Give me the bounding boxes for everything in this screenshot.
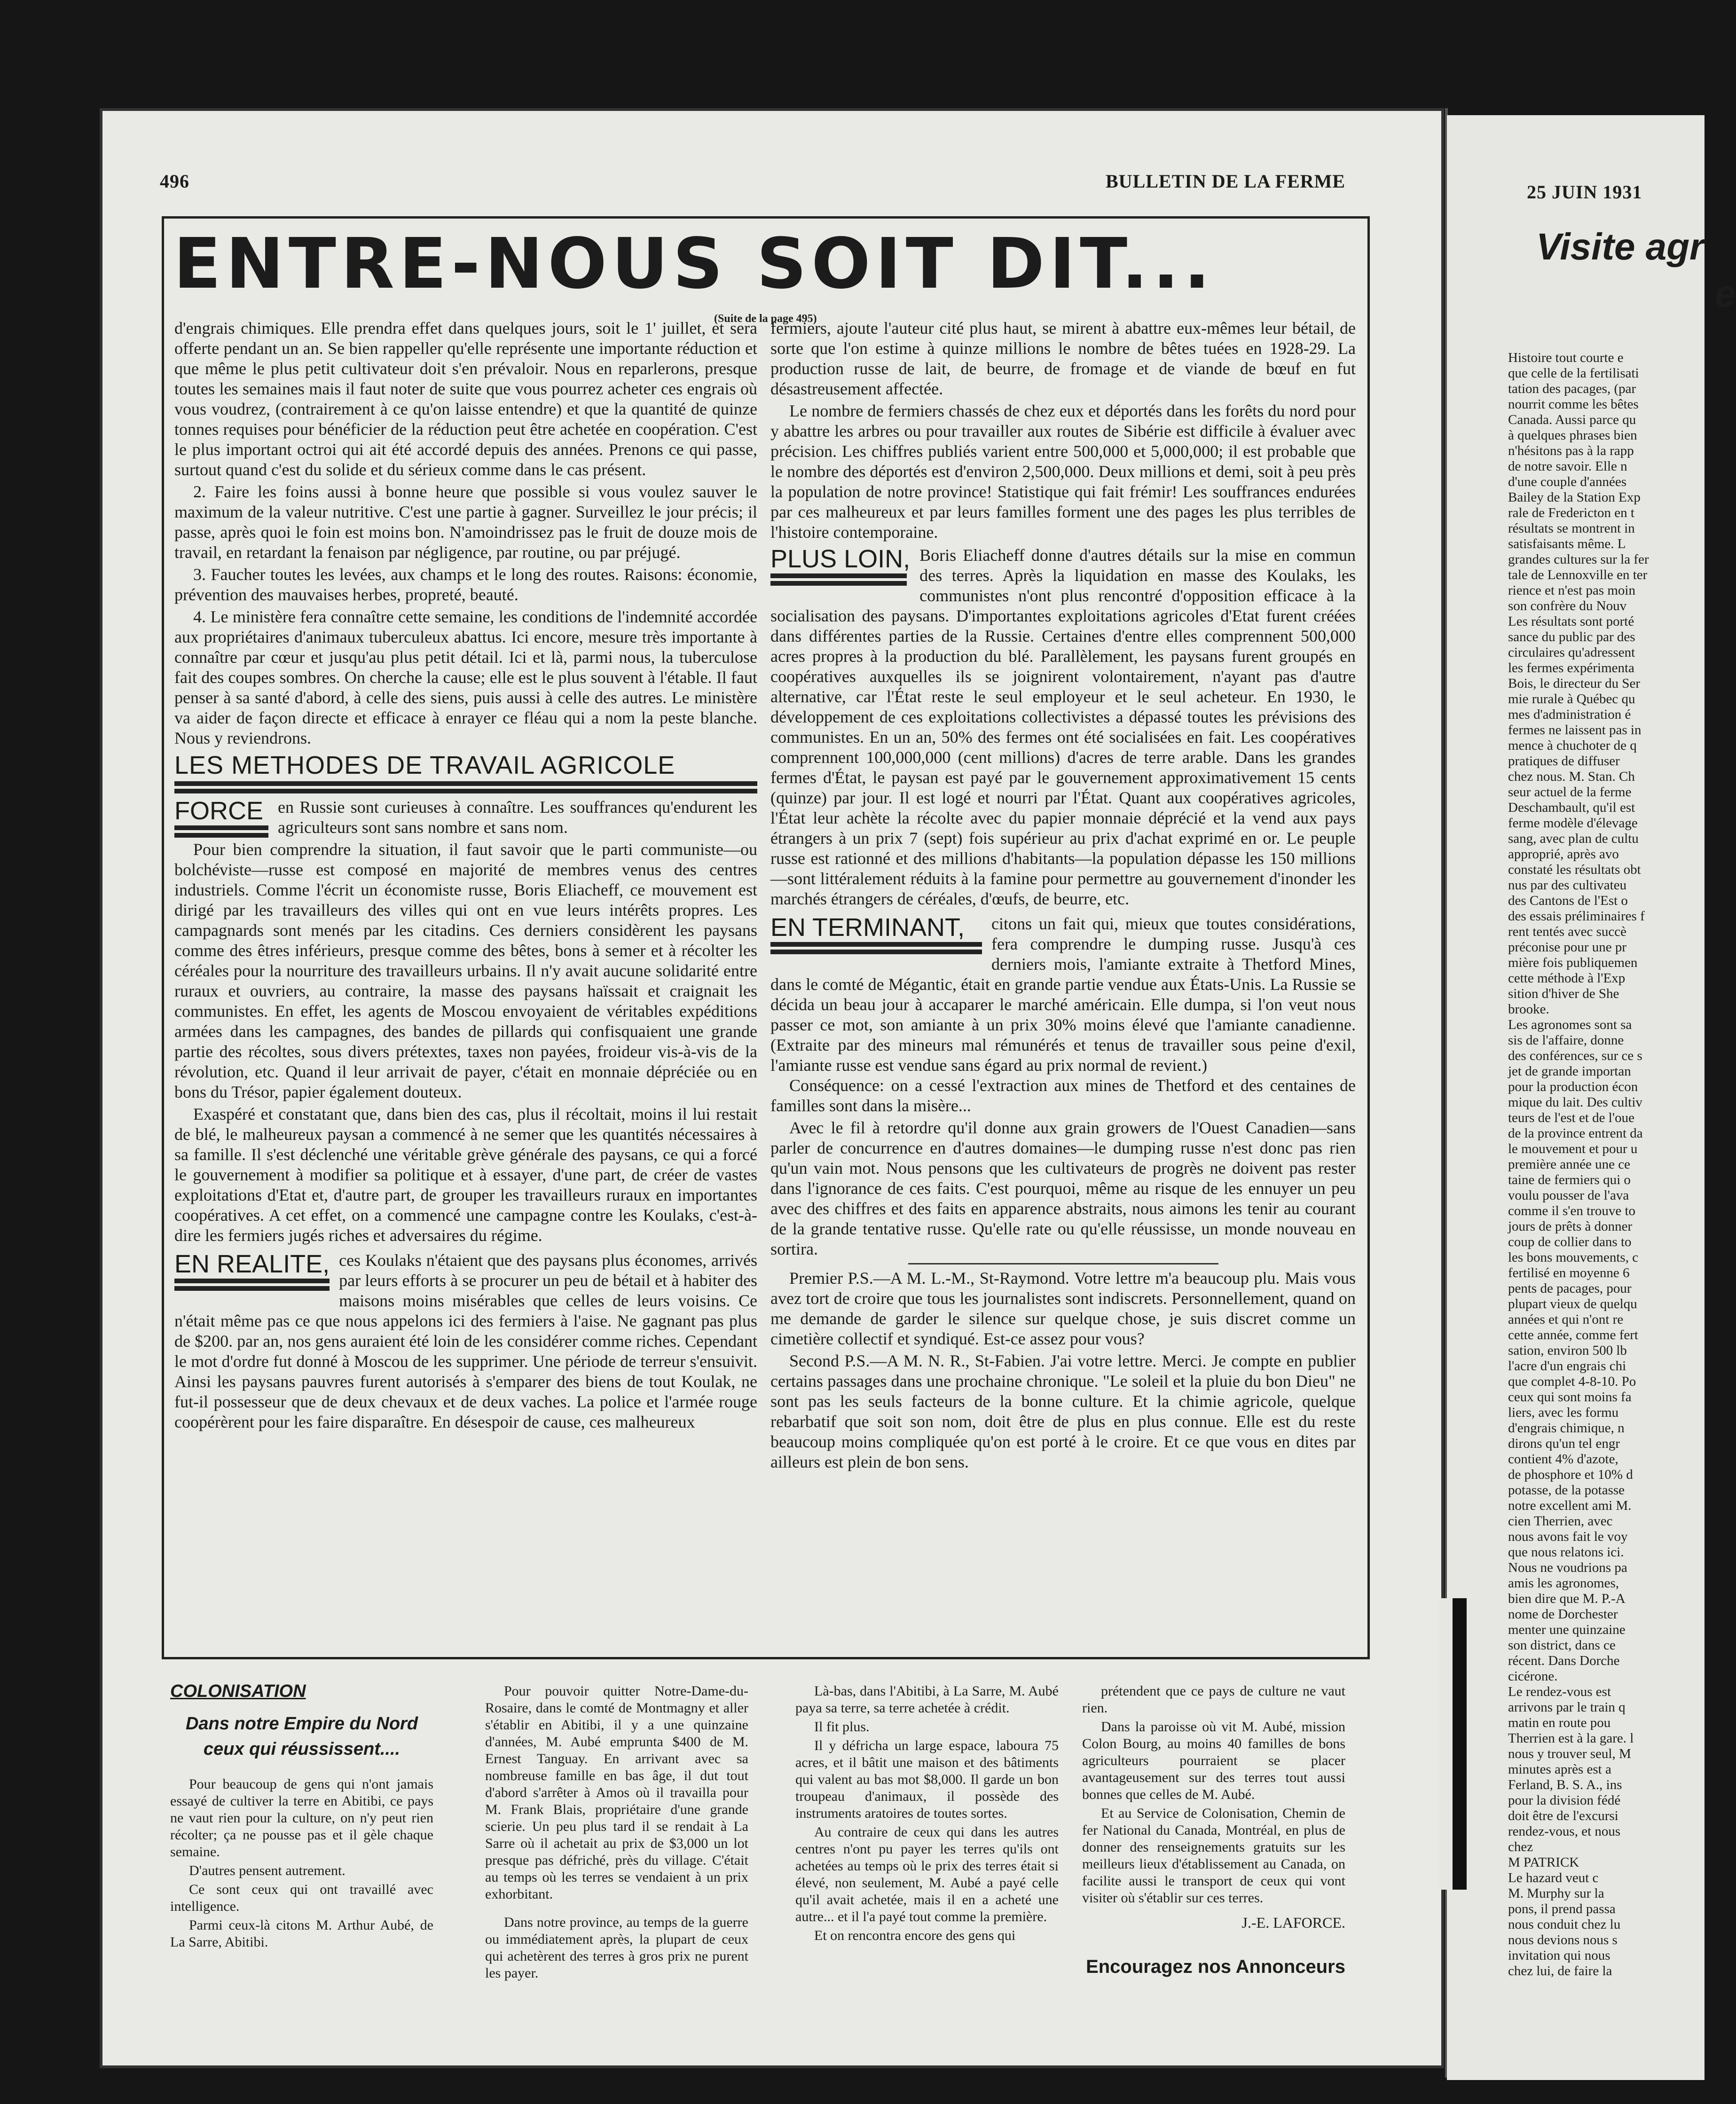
text-line: potasse, de la potasse — [1508, 1483, 1625, 1498]
text-line: satisfaisants même. L — [1508, 536, 1626, 551]
text-line: Canada. Aussi parce qu — [1508, 412, 1636, 427]
text-line: amis les agronomes, — [1508, 1576, 1619, 1591]
article-column-1 — [174, 318, 757, 1432]
text-line: circulaires qu'adressent — [1508, 645, 1635, 660]
article-column-2 — [770, 318, 1356, 1474]
paragraph: Et au Service de Colonisation, Chemin de fer National du Canada, Montréal, en plus de donner des renseignements gratuits sur les meilleurs lieux d'établissement au Canada, on facilite aussi le transport de ceux qui vont visiter où s'établir sur ces terres. — [1082, 1806, 1345, 1906]
page-date: 25 JUIN 1931 — [1527, 181, 1642, 203]
text-line: le mouvement et pour u — [1508, 1141, 1638, 1156]
text-line: récent. Dans Dorche — [1508, 1653, 1620, 1668]
text-line: années et qui n'ont re — [1508, 1312, 1624, 1327]
text-line: de notre savoir. Elle n — [1508, 459, 1627, 474]
paragraph: Au contraire de ceux qui dans les autres centres n'ont pu payer les terres qu'ils ont achetées au temps où le prix des terres était si élevé, non seulement, M. Aubé a payé celle qu'il avait achetée, mais il en a acheté une autre... et il l'a payé tout comme la première. — [795, 1824, 1059, 1924]
text-line: nourrit comme les bêtes — [1508, 397, 1639, 412]
text-line: cette année, comme fert — [1508, 1327, 1638, 1342]
paragraph: 3. Faucher toutes les levées, aux champs et le long des routes. Raisons: économie, prévention des mauvaises herbes, propreté, beauté. — [174, 565, 757, 604]
force-paragraph — [174, 797, 757, 838]
paragraph: Il y défricha un large espace, laboura 75 acres, et il bâtit une maison et des bâtiments qui valent au bas mot $8,000. Il garde un bon troupeau d'animaux, il possède des instruments aratoires de toutes sortes. — [795, 1738, 1059, 1821]
text-line: sation, environ 500 lb — [1508, 1343, 1627, 1358]
text-line: menter une quinzaine — [1508, 1622, 1626, 1637]
text-line: sis de l'affaire, donne — [1508, 1033, 1624, 1048]
lead-word: PLUS LOIN, — [770, 545, 910, 588]
text-line: seur actuel de la ferme — [1508, 785, 1632, 800]
paragraph: Pour bien comprendre la situation, il faut savoir que le parti communiste—ou bolchéviste—russe est composé en majorité de membres venus des centres industriels. Comme l'écrit un économiste russe, Boris Eliacheff, ce mouvement est dirigé par les travailleurs des villes qui ont en vue leurs intérêts propres. Les campagnards sont menés par les citadins. Ces derniers considèrent les paysans comme des êtres inférieurs, presque comme des bêtes, bons à semer et à récolter les céréales pour la nourriture des travailleurs urbains. Il n'y avait aucune solidarité entre ruraux et ouvriers, au contraire, la masse des paysans haïssait et craignait les communistes. En effet, les agents de Moscou envoyaient de véritables expéditions armées dans les campagnes, des bandes de pillards qui confisquaient une grande partie des récoltes, sous divers prétextes, taxes non payées, froideur vis-à-vis de la révolution, etc. Quand il leur arrivait de payer, c'était en monnaie dépréciée ou en bons du Trésor, papier également douteux. — [174, 840, 757, 1101]
text-line: pents de pacages, pour — [1508, 1281, 1632, 1296]
text-line: que nous relatons ici. — [1508, 1545, 1624, 1560]
text-line: de la province entrent da — [1508, 1126, 1643, 1141]
text-line: coup de collier dans to — [1508, 1234, 1632, 1249]
page-number: 496 — [160, 171, 189, 192]
text-line: cette méthode à l'Exp — [1508, 971, 1626, 986]
text-line: liers, avec les formu — [1508, 1405, 1619, 1420]
text-line: nous devions nous s — [1508, 1932, 1618, 1947]
text-line: plupart vieux de quelqu — [1508, 1296, 1637, 1311]
colonisation-column-2 — [485, 1683, 748, 1984]
paragraph: 4. Le ministère fera connaître cette semaine, les conditions de l'indemnité accordée aux propriétaires d'animaux tuberculeux abattus. Ici encore, mesure très importante à connaître par cœur et jusqu'au plus petit détail. Ici et là, parmi nous, la tuberculose fait des coupes sombres. On cherche la cause; elle est le plus souvent à l'étable. Il faut penser à sa santé d'abord, à celle des siens, puis aussi à celle des autres. Le ministère va aider de façon directe et efficace à enrayer ce fléau qui a nom la peste blanche. Nous y reviendrons. — [174, 607, 757, 747]
text-line: l'acre d'un engrais chi — [1508, 1358, 1626, 1374]
text-line: n'hésitons pas à la rapp — [1508, 443, 1634, 458]
text-line: approprié, après avo — [1508, 847, 1619, 862]
signature: J.-E. LAFORCE. — [1241, 1914, 1345, 1931]
text-line: doit être de l'excursi — [1508, 1808, 1618, 1823]
text-line: jet de grande importan — [1508, 1064, 1631, 1079]
text-line: chez lui, de faire la — [1508, 1963, 1612, 1978]
text-line: pour la division fédé — [1508, 1793, 1621, 1808]
text-line: pour la production écon — [1508, 1079, 1638, 1094]
text-line: invitation qui nous — [1508, 1948, 1610, 1963]
text-line: mie rurale à Québec qu — [1508, 691, 1635, 707]
publication-name: BULLETIN DE LA FERME — [1106, 171, 1346, 192]
text-line: Le hazard veut c — [1508, 1870, 1599, 1885]
continued-note: (Suite de la page 495) — [714, 313, 817, 325]
text-line: d'engrais chimique, n — [1508, 1421, 1625, 1436]
text-line: sance du public par des — [1508, 629, 1635, 644]
text-line: Le rendez-vous est — [1508, 1684, 1611, 1699]
torn-edge — [1438, 1598, 1481, 1890]
text-line: M. Murphy sur la — [1508, 1886, 1604, 1901]
paragraph: Avec le fil à retordre qu'il donne aux grain growers de l'Ouest Canadien—sans parler de concurrence en d'autres domaines—le dumping russe n'est donc pas rien qu'un vain mot. Nous pensons que les cultivateurs de progrès ne doivent pas rester dans l'ignorance de ces faits. C'est pourquoi, même au risque de les ennuyer un peu avec des chiffres et des faits en apparence abstraits, nous aimons les tenir au courant de la grande tentative russe. Qu'elle rate ou qu'elle réussisse, un monde nouveau en sortira. — [770, 1118, 1356, 1258]
paragraph: D'autres pensent autrement. — [189, 1863, 346, 1878]
paragraph: Le nombre de fermiers chassés de chez eux et déportés dans les forêts du nord pour y abattre les arbres ou pour travailler aux routes de Sibérie est difficile à évaluer avec précision. Les chiffres publiés varient entre 500,000 et 5,000,000; il est probable que le nombre des déportés est d'environ 2,500,000. Deux millions et demi, soit à peu près la population de notre province! Statistique qui fait frémir! Les souffrances endurées par ces malheureux et par leurs familles forment une des pages les plus terribles de l'histoire contemporaine. — [770, 401, 1356, 542]
text-line: chez nous. M. Stan. Ch — [1508, 769, 1635, 784]
text-line: première année une ce — [1508, 1157, 1631, 1172]
text-line: résultats se montrent in — [1508, 521, 1635, 536]
text-line: mique du lait. Des cultiv — [1508, 1095, 1642, 1110]
text-line: dirons qu'un tel engr — [1508, 1436, 1620, 1451]
section-heading: LES METHODES DE TRAVAIL AGRICOLE — [174, 751, 676, 779]
text-line: les fermes expérimenta — [1508, 660, 1634, 675]
text-line: brooke. — [1508, 1002, 1549, 1017]
text-line: ferme modèle d'élevage — [1508, 816, 1638, 831]
text-line: arrivons par le train q — [1508, 1700, 1626, 1715]
paragraph: Dans notre province, au temps de la guerre ou immédiatement après, la plupart de ceux qui achetèrent des terres à gros prix ne purent les payer. — [485, 1915, 748, 1981]
text-line: mes d'administration é — [1508, 707, 1631, 722]
newspaper-page — [100, 108, 1444, 2068]
text-line: taine de fermiers qui o — [1508, 1172, 1631, 1187]
text-line: voulu pousser de l'ava — [1508, 1188, 1629, 1203]
subheadline: Dans notre Empire du Nord ceux qui réussissent.... — [185, 1714, 418, 1759]
text-line: préconise pour une pr — [1508, 940, 1627, 955]
text-line: M PATRICK — [1508, 1855, 1579, 1870]
text-line: Deschambault, qu'il est — [1508, 800, 1635, 815]
text-line: Les agronomes sont sa — [1508, 1017, 1632, 1032]
text-line: rience et n'est pas moin — [1508, 583, 1635, 598]
plusloin-paragraph — [770, 545, 1356, 909]
text-line: comme il s'en trouve to — [1508, 1203, 1635, 1218]
paragraph: Il fit plus. — [814, 1719, 870, 1735]
advertiser-slogan: Encouragez nos Annonceurs — [1086, 1956, 1345, 1977]
text-line: teurs de l'est et de l'oue — [1508, 1110, 1634, 1125]
section-label: COLONISATION — [170, 1681, 306, 1701]
colonisation-column-4 — [1082, 1683, 1345, 1975]
lead-word: FORCE — [174, 797, 268, 840]
text-line: les bons mouvements, c — [1508, 1250, 1639, 1265]
text-line: de phosphore et 10% d — [1508, 1467, 1633, 1482]
text-line: Therrien est à la gare. l — [1508, 1731, 1634, 1746]
paragraph: Et on rencontra encore des gens qui — [814, 1928, 1016, 1943]
text-line: cicérone. — [1508, 1669, 1558, 1684]
text-line: rendez-vous, et nous — [1508, 1824, 1621, 1839]
text-line: nous y trouver seul, M — [1508, 1746, 1631, 1761]
paragraph: Conséquence: on a cessé l'extraction aux mines de Thetford et des centaines de familles sont dans la misère... — [770, 1076, 1356, 1115]
text-line: à quelques phrases bien — [1508, 428, 1637, 443]
article-box — [162, 216, 1370, 1659]
text-line: son confrère du Nouv — [1508, 598, 1627, 613]
text-line: des Cantons de l'Est o — [1508, 893, 1628, 908]
divider — [908, 1263, 1218, 1264]
text-line: Nous ne voudrions pa — [1508, 1560, 1627, 1575]
paragraph: 2. Faire les foins aussi à bonne heure que possible si vous voulez sauver le maximum de la valeur nutritive. C'est une partie à gagner. Surveillez le jour précis; il passe, après quoi le foin est moins bon. N'amoindrissez pas le fruit de douze mois de travail, en retardant la fenaison par négligence, par routine, ou par préjugé. — [174, 482, 757, 562]
text-line: Histoire tout courte e — [1508, 350, 1624, 365]
text-line: jours de prêts à donner — [1508, 1219, 1633, 1234]
text-line: son district, dans ce — [1508, 1638, 1616, 1653]
text-line: cien Therrien, avec — [1508, 1514, 1613, 1529]
text-line: des essais préliminaires f — [1508, 909, 1645, 924]
text-line: nus par des cultivateu — [1508, 878, 1627, 893]
paragraph: prétendent que ce pays de culture ne vaut rien. — [1082, 1683, 1345, 1716]
text-line: Bailey de la Station Exp — [1508, 490, 1641, 505]
paragraph: Premier P.S.—A M. L.-M., St-Raymond. Votre lettre m'a beaucoup plu. Mais vous avez tort de croire que tous les journalistes sont indiscrets. Personnellement, quand on me demande de garder le silence sur quelque chose, je suis discret comme un cimetière collectif et syndiqué. Est-ce assez pour vous? — [770, 1269, 1356, 1348]
text-line: grandes cultures sur la fer — [1508, 552, 1649, 567]
lead-word: EN REALITE, — [174, 1250, 330, 1293]
text-line: mence à chuchoter de q — [1508, 738, 1637, 753]
text-line: contient 4% d'azote, — [1508, 1452, 1618, 1467]
lead-word: EN TERMINANT, — [770, 914, 982, 956]
text-line: matin en route pou — [1508, 1715, 1611, 1730]
text-line: pratiques de diffuser — [1508, 754, 1620, 769]
text-line: ceux qui sont moins fa — [1508, 1390, 1632, 1405]
text-line: chez — [1508, 1839, 1533, 1854]
lead-text: ces Koulaks n'étaient que des paysans plus économes, arrivés par leurs efforts à se procurer un peu de bétail et à habiter des maisons moins misérables que celles de leurs voisins. Ce n'était même pas ce que nous appelons ici des fermiers à l'aise. Ne gagnant pas plus de $200. par an, nos gens auraient été loin de les considérer comme riches. Cependant le mot d'ordre fut donné à Moscou de les supprimer. Une période de terreur s'ensuivit. Ainsi les paysans pauvres furent autorisés à s'emparer des biens de tout Koulak, ne fut-il possesseur que de deux chevaux et de deux vaches. La police et l'armée rouge coopérèrent pour les faire disparaître. En désespoir de cause, ces malheureux — [174, 1251, 757, 1431]
text-line: Ferland, B. S. A., ins — [1508, 1777, 1622, 1792]
text-line: pons, il prend passa — [1508, 1901, 1616, 1916]
text-line: nous conduit chez lu — [1508, 1917, 1621, 1932]
text-line: rale de Fredericton en t — [1508, 505, 1634, 520]
text-line: mière fois publiquemen — [1508, 955, 1638, 970]
adjacent-page — [1447, 115, 1736, 2080]
paragraph: Pour beaucoup de gens qui n'ont jamais essayé de cultiver la terre en Abitibi, ce pays ne vaut rien pour la culture, on n'y peut rien récolter; ça ne pousse pas et il gèle chaque semaine. — [170, 1776, 433, 1860]
paragraph: Parmi ceux-là citons M. Arthur Aubé, de La Sarre, Abitibi. — [170, 1917, 433, 1950]
adjacent-column — [1508, 350, 1710, 1979]
paragraph: Pour pouvoir quitter Notre-Dame-du-Rosaire, dans le comté de Montmagny et aller s'établir en Abitibi, il y a une quinzaine d'années, M. Aubé emprunta $400 de M. Ernest Tanguay. En arrivant avec sa nombreuse famille en bas âge, il dut tout d'abord s'arrêter à Amos où il travailla pour M. Frank Blais, propriétaire d'une grande scierie. Un peu plus tard il se rendait à La Sarre où il achetait au prix de $3,000 un lot presque pas défriché, près du village. C'était au temps où les terres se vendaient à un prix exhorbitant. — [485, 1683, 748, 1902]
text-line: nous avons fait le voy — [1508, 1529, 1628, 1544]
paragraph: Second P.S.—A M. N. R., St-Fabien. J'ai votre lettre. Merci. Je compte en publier certains passages dans une prochaine chronique. "Le soleil et la pluie du bon Dieu" ne sont pas les seuls facteurs de la bonne culture. Et la chimie agricole, quelque rebarbatif que soit son nom, doit être de plus en plus connue. Elle est du reste beaucoup moins compliquée qu'on est porté à le croire. Et ce que vous en dites par ailleurs est plein de bon sens. — [770, 1351, 1356, 1471]
colonisation-column-1 — [170, 1683, 433, 1953]
terminant-paragraph — [770, 914, 1356, 1076]
text-line: d'une couple d'années — [1508, 474, 1627, 489]
realite-paragraph — [174, 1250, 757, 1432]
paragraph: Dans la paroisse où vit M. Aubé, mission Colon Bourg, au moins 40 familles de bons agriculteurs pourraient se placer avantageusement sur des terres tout aussi bonnes que celles de M. Aubé. — [1082, 1719, 1345, 1802]
colonisation-column-3 — [795, 1683, 1059, 1946]
lead-text: Boris Eliacheff donne d'autres détails sur la mise en commun des terres. Après la liquidation en masse des Koulaks, les communistes n'ont plus rencontré d'opposition efficace à la socialisation des paysans. D'importantes exploitations agricoles d'Etat furent créées dans différentes parties de la Russie. Certaines d'entre elles comprennent 500,000 acres propres à la production du blé. Parallèlement, les paysans furent groupés en coopératives auxquelles ils se joignirent volontairement, n'ayant pas d'autre alternative, car l'État reste le seul employeur et le seul acheteur. En 1930, le développement de ces exploitations collectivistes a dépassé toutes les prévisions des communistes. En un an, 50% des fermes ont été socialisées en fait. Les coopératives comprennent 100,000,000 (cent millions) d'acres de terre arable. Dans les grandes fermes d'État, le paysan est payé par le gouvernement approximativement 15 cents (quinze) par jour. Il est logé et nourri par l'État. Quant aux coopératives agricoles, l'État leur achète la récolte avec du papier monnaie déprécié et la vend aux pays étrangers à un prix 7 (sept) fois supérieur au prix d'achat exprimé en or. Le peuple russe est rationné et des millions d'habitants—la population dépasse les 150 millions—sont littéralement réduits à la famine pour permettre au gouvernement d'inonder les marchés étrangers de céréales, d'œufs, de beurre, etc. — [770, 546, 1356, 908]
text-line: sition d'hiver de She — [1508, 986, 1619, 1001]
adjacent-title: Visite agr e — [1536, 226, 1736, 314]
text-line: fermes ne laissent pas in — [1508, 722, 1642, 738]
text-line: Bois, le directeur du Ser — [1508, 676, 1641, 691]
heading-rule — [174, 781, 757, 793]
lead-text: citons un fait qui, mieux que toutes considérations, fera comprendre le dumping russe. Jusqu'à ces derniers mois, l'amiante extraite à Thetford Mines, dans le comté de Mégantic, était en grande partie vendue aux États-Unis. La Russie se décida un beau jour à accaparer le marché américain. Elle dumpa, si l'on veut nous passer ce mot, son amiante à un prix 30% moins élevé que l'amiante canadienne. (Extraite par des mineurs mal rémunérés et tenus de travailler sous peine d'exil, l'amiante russe est vendue sans égard au prix normal de revient.) — [770, 914, 1356, 1075]
paragraph: fermiers, ajoute l'auteur cité plus haut, se mirent à abattre eux-mêmes leur bétail, de sorte que l'on estime à quinze millions le nombre de bêtes tuées en 1928-29. La production russe de lait, de beurre, de fromage et de viande de bœuf en fut désastreusement affectée. — [770, 319, 1356, 398]
text-line: que celle de la fertilisati — [1508, 366, 1639, 381]
text-line: Les résultats sont porté — [1508, 614, 1634, 629]
text-line: tale de Lennoxville en ter — [1508, 567, 1648, 582]
text-line: notre excellent ami M. — [1508, 1498, 1632, 1513]
paragraph: Exaspéré et constatant que, dans bien des cas, plus il récoltait, moins il lui restait de blé, le malheureux paysan a commencé à ne semer que les quantités nécessaires à sa famille. Il s'est déclenché une véritable grève générale des paysans, ce qui a forcé le gouvernement à modifier sa politique et à essayer, d'une part, de créer de vastes exploitations d'Etat et, d'autre part, de grouper les travailleurs ruraux en importantes coopératives. A cet effet, on a commencé une campagne contre les Koulaks, c'est-à-dire les fermiers jugés riches et adversaires du régime. — [174, 1105, 757, 1245]
text-line: bien dire que M. P.-A — [1508, 1591, 1626, 1606]
text-line: rent tentés avec succè — [1508, 924, 1626, 939]
text-line: tation des pacages, (par — [1508, 381, 1636, 396]
text-line: nome de Dorchester — [1508, 1607, 1618, 1622]
text-line: sang, avec plan de cultu — [1508, 831, 1639, 846]
paragraph: Ce sont ceux qui ont travaillé avec intelligence. — [170, 1882, 433, 1914]
text-line: des conférences, sur ce s — [1508, 1048, 1642, 1063]
text-line: fertilisé en moyenne 6 — [1508, 1265, 1630, 1280]
lead-text: en Russie sont curieuses à connaître. Les souffrances qu'endurent les agriculteurs sont sans nombre et sans nom. — [278, 798, 757, 837]
article-title: ENTRE-NOUS SOIT DIT... — [173, 223, 1215, 304]
paragraph: d'engrais chimiques. Elle prendra effet dans quelques jours, soit le 1' juillet, et sera offerte pendant un an. Se bien rappeller qu'elle représente une importante réduction et que même le plus petit cultivateur doit s'en prévaloir. Nous en reparlerons, presque toutes les semaines mais il faut noter de suite que vous pourrez acheter ces engrais où vous voudrez, (contrairement à ce qu'on laisse entendre) et que la quantité de quinze tonnes requises pour bénéficier de la réduction peut être achetée en coopération. C'est le plus important octroi qui ait été accordé depuis des années. Prenons ce qui passe, surtout quand c'est du solide et du sérieux comme dans le cas présent. — [174, 319, 757, 479]
paragraph: Là-bas, dans l'Abitibi, à La Sarre, M. Aubé paya sa terre, sa terre achetée à crédit. — [795, 1683, 1059, 1716]
text-line: minutes après est a — [1508, 1762, 1611, 1777]
text-line: que complet 4-8-10. Po — [1508, 1374, 1636, 1389]
text-line: constaté les résultats obt — [1508, 862, 1641, 877]
